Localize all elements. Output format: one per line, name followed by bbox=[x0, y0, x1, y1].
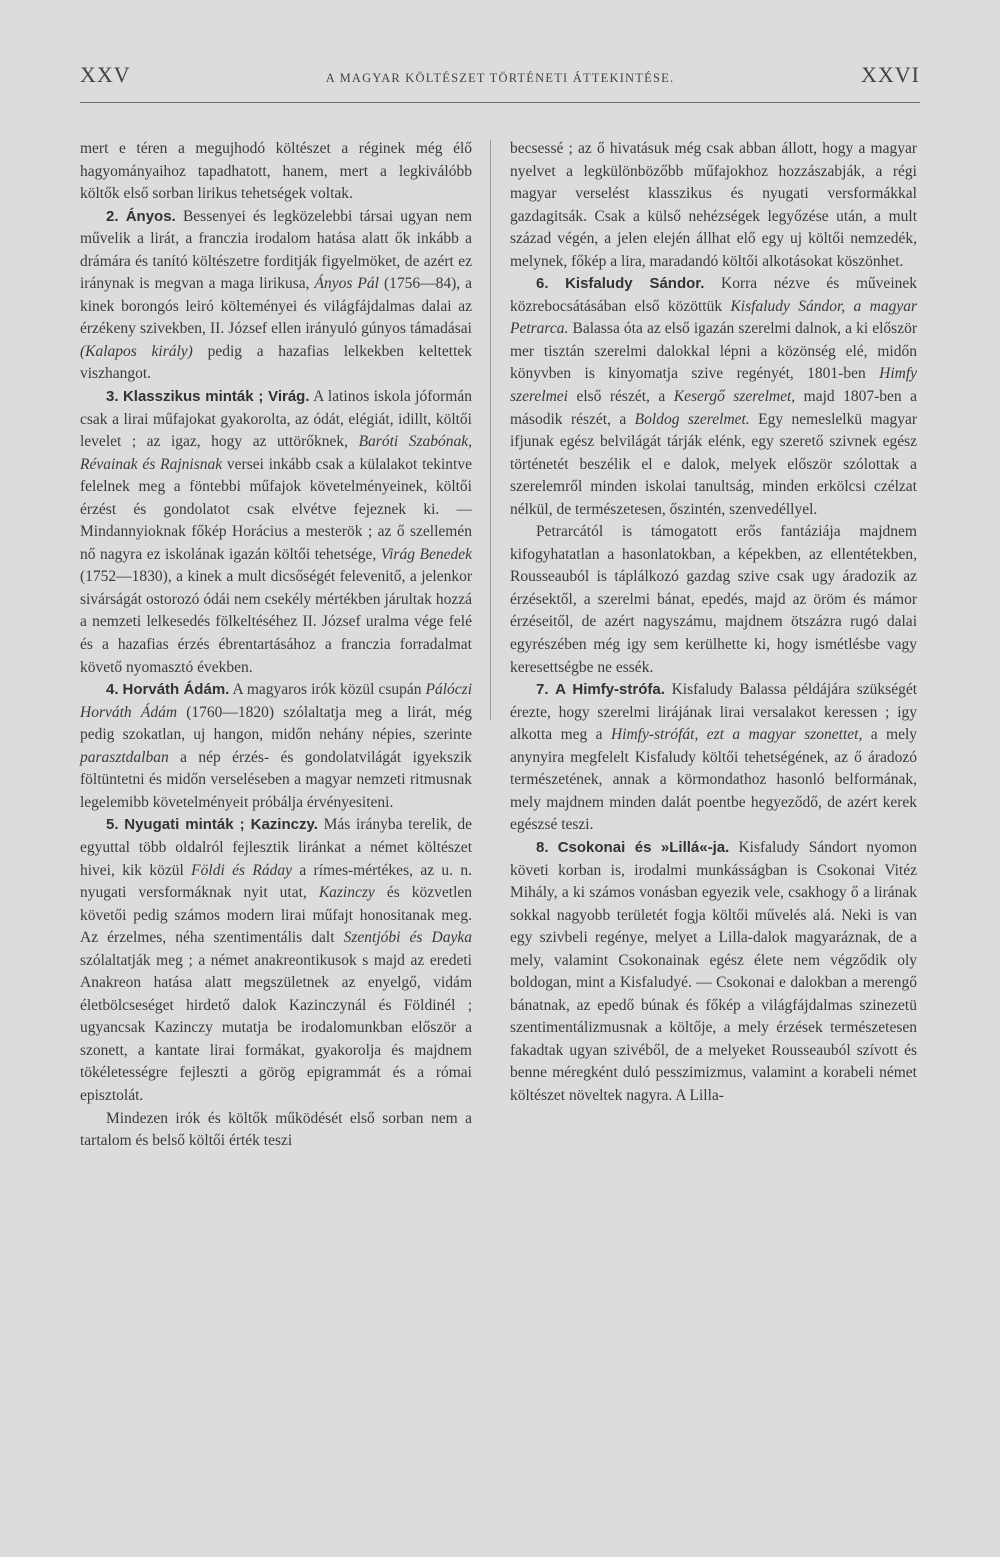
body-text: Korra nézve és műveinek közrebocsátásában első közöttük bbox=[510, 275, 917, 315]
italic-name: Virág Benedek bbox=[380, 545, 472, 563]
italic-name: Pálóczi Horváth Ádám bbox=[80, 681, 473, 721]
body-text: majd 1807-ben a második részét, a bbox=[510, 388, 918, 428]
section-heading: Nyugati minták ; Kazinczy. bbox=[124, 816, 318, 834]
body-text: a mely anynyira megfelelt Kisfaludy költői tehetségének, az ő áradozó természetének, annak a körmondathoz hasonló belformának, mely majdnem minden dalát poentbe hegyeződő, de azért kerek egészsé teszi. bbox=[510, 726, 918, 834]
section-number: 4. bbox=[106, 681, 119, 699]
section-number: 8. bbox=[536, 838, 549, 856]
body-text: Bessenyei és legközelebbi társai ugyan nem művelik a lirát, a franczia irodalom hatása alatt ők inkább a drámára és tanító költészetre forditják figyelmöket, de azért ez iránynak is megvan a maga lirikusa, bbox=[80, 207, 472, 293]
italic-term: parasztdalban bbox=[80, 748, 169, 766]
italic-name: Szentjóbi és Dayka bbox=[343, 929, 473, 947]
right-column bbox=[510, 138, 917, 1108]
body-text: és közvetlen követői pedig számos modern lirai műfajt honositanak meg. Az érzelmes, néha szentimentális dalt bbox=[80, 884, 473, 947]
italic-title: (Kalapos király) bbox=[80, 342, 193, 360]
running-title: A MAGYAR KÖLTÉSZET TÖRTÉNETI ÁTTEKINTÉSE. bbox=[325, 71, 675, 85]
body-text: szólaltatják meg ; a német anakreontikusok s majd az eredeti Anakreon hatása alatt megszületnek az enyelgő, vidám életbölcseséget hirdető dalok Kazinczynál és Földinél ; ugyancsak Kazinczy mutatja be irodalomunkban először a szonett, a kantate lirai formákat, gyakorolja és majdnem tökéletességre fejleszti a görög epigrammát és a római episztolát. bbox=[80, 951, 472, 1104]
section-kazinczy bbox=[80, 814, 472, 1107]
body-text: Kisfaludy Sándort nyomon követi korban is, irodalmi munkásságban is Csokonai Vitéz Mihály, a ki számos vonásban egyezik vele, csakhogy ő a lirának sokkal nagyobb területét fogja költői művelés alá. Neki is van egy szivbeli regénye, melyet a Lilla-dalok magyaráznak, de a mely, valamint Csokonainak egész élete nem végződik oly boldogan, mint a Kisfaludyé. — Csokonai e dalokban a merengő bánatnak, az epedő búnak és főkép a világfájdalmas szinezetü szentimentálizmusnak a költője, a mely érzések természetesen fakadtak ugyan szivéből, de a melyeket Rousseauból szívott és benne méregként duló pesszimizmus, valamint a korabeli német költészet növeltek nagyra. A Lilla- bbox=[510, 838, 918, 1104]
body-text: Kisfaludy Balassa példájára szükségét érezte, hogy szerelmi lirájának lirai versalakot keressen ; igy alkotta meg a bbox=[510, 681, 918, 744]
body-text: Egy nemeslelkü magyar ifjunak egész belvilágát tárják elénk, egy szerető szivnek egész történetét beszélik el e dalok, melyek először szólottak a szerelemről minden iskolai tanultság, minden erkölcsi czélzat nélkül, de természetesen, őszintén, szenvedéllyel. bbox=[510, 410, 917, 518]
body-text: (1756—84), a kinek borongós leiró költeményei és világfájdalmas dalai az érzékeny szivekben, II. József ellen irányuló gúnyos támadásai bbox=[80, 275, 473, 338]
section-horvath bbox=[80, 679, 472, 814]
section-kisfaludy bbox=[510, 273, 917, 521]
section-klasszikus bbox=[80, 386, 472, 679]
italic-title: Kesergő szerelmet, bbox=[673, 388, 796, 406]
italic-name: Ányos Pál bbox=[314, 275, 379, 293]
body-text: Balassa óta az első igazán szerelmi dalnok, a ki először mer tisztán szerelmi dalokkal lépni a közönség elé, midőn könyvben is kinyomatja szive regényét, 1801-ben bbox=[510, 320, 918, 383]
section-number: 3. bbox=[106, 388, 119, 406]
section-heading: Klasszikus minták ; Virág. bbox=[122, 388, 310, 406]
paragraph: Petrarcától is támogatott erős fantáziája majdnem kifogyhatatlan a hasonlatokban, a képekben, az ellentétekben, Rousseauból is táplálkozó gazdag szive csak ugy áradozik az érzésektől, a szerelmi bánat, epedés, majd az öröm és mámor érzéseitől, de azért nagyszámu, majdnem ötszázra rugó dalai egyrészében még igy sem kerülhette ki, hogy ismétlésbe vagy keresettségbe ne essék. bbox=[510, 523, 917, 676]
body-text: A latinos iskola jóformán csak a lirai műfajokat gyakorolta, az ódát, elégiát, idillt, költői levelet ; az igaz, hogy az uttörőknek, bbox=[80, 388, 472, 451]
body-text: (1760—1820) szólaltatja meg a lirát, még pedig szokatlan, uj hangon, midőn nehány népies, szerinte bbox=[80, 703, 472, 744]
section-number: 6. bbox=[536, 275, 549, 293]
section-heading: Horváth Ádám. bbox=[122, 681, 230, 699]
italic-name: Kazinczy bbox=[318, 884, 375, 902]
section-anyos bbox=[80, 206, 472, 386]
section-heading: Ányos. bbox=[125, 207, 176, 225]
section-himfy-strofa bbox=[510, 679, 917, 837]
paragraph: becsessé ; az ő hivatásuk még csak abban állott, hogy a magyar nyelvet a legkülönbözőbb műfajokhoz hozzászabják, a régi magyar verselést klasszikus és nyugati versformákkal gazdagitsák. Csak a külső nehézségek legyőzése után, a mult század végén, a jelen elején állhat elő egy uj költői nemzedék, melynek, főkép a lira, maradandó költői alkotásokat köszönhet. bbox=[510, 140, 917, 270]
italic-name: Földi és Ráday bbox=[191, 861, 292, 879]
page-header bbox=[80, 62, 920, 103]
body-text: a rímes-mértékes, az u. n. nyugati versformáknak nyit utat, bbox=[80, 861, 473, 902]
body-text: első részét, a bbox=[576, 388, 666, 406]
section-number: 2. bbox=[106, 207, 119, 225]
italic-name: Baróti Szabónak, Révainak és Rajnisnak bbox=[80, 433, 472, 473]
section-heading: Csokonai és »Lillá«-ja. bbox=[557, 838, 730, 856]
italic-name: Kisfaludy Sándor, a magyar Petrarca. bbox=[510, 297, 917, 338]
body-text: versei inkább csak a külalakot tekintve felelnek meg a föntebbi műfajok követelményeinek, költői érzést és gondolatot csak elvétve fejeznek ki. — Mindannyioknak főkép Horácius a mesterök ; az ő szellemén nő nagyra ez iskolának igazán költői tehetsége, bbox=[80, 455, 472, 563]
body-text: (1752—1830), a kinek a mult dicsőségét felevenitő, a jelenkor sivárságát ostorozó ódái nem csekély mértékben járultak hozzá a nemzeti lelkesedés fölkeltéséhez II. József uralma vége felé és a hazafias érzés ébrentartásához a franczia forradalmat követő nyomasztó években. bbox=[80, 568, 472, 676]
paragraph: Mindezen irók és költők működését első sorban nem a tartalom és belső költői érték teszi bbox=[80, 1109, 472, 1150]
body-text: Más irányba terelik, de egyuttal több oldalról fejlesztik liránkat a német költészet hivei, kik közül bbox=[80, 816, 472, 879]
column-divider bbox=[490, 140, 491, 720]
section-heading: A Himfy-strófa. bbox=[555, 681, 665, 699]
italic-title: Himfy szerelmei bbox=[510, 365, 918, 406]
paragraph: mert e téren a megujhodó költészet a réginek még élő hagyományaihoz tapadhatott, hanem, mert a legkiválóbb költők első sorban lirikus tehetségek voltak. bbox=[80, 140, 472, 203]
italic-title: Boldog szerelmet. bbox=[634, 410, 750, 428]
section-heading: Kisfaludy Sándor. bbox=[565, 275, 705, 293]
section-number: 7. bbox=[536, 681, 549, 699]
italic-term: Himfy-strófát, ezt a magyar szonettet, bbox=[610, 726, 863, 744]
section-number: 5. bbox=[106, 816, 119, 834]
right-page-number: XXVI bbox=[861, 62, 920, 87]
body-text: A magyaros irók közül csupán bbox=[232, 681, 422, 699]
section-csokonai bbox=[510, 837, 917, 1108]
body-text: a nép érzés- és gondolatvilágát igyekszik föltüntetni és midőn verseléseben a magyar nemzeti ritmusnak legelemibb követelményeit próbálja érvényesiteni. bbox=[80, 748, 473, 811]
left-column bbox=[80, 138, 472, 1153]
body-text: pedig a hazafias lelkekben keltettek viszhangot. bbox=[80, 342, 473, 383]
left-page-number: XXV bbox=[80, 62, 131, 87]
